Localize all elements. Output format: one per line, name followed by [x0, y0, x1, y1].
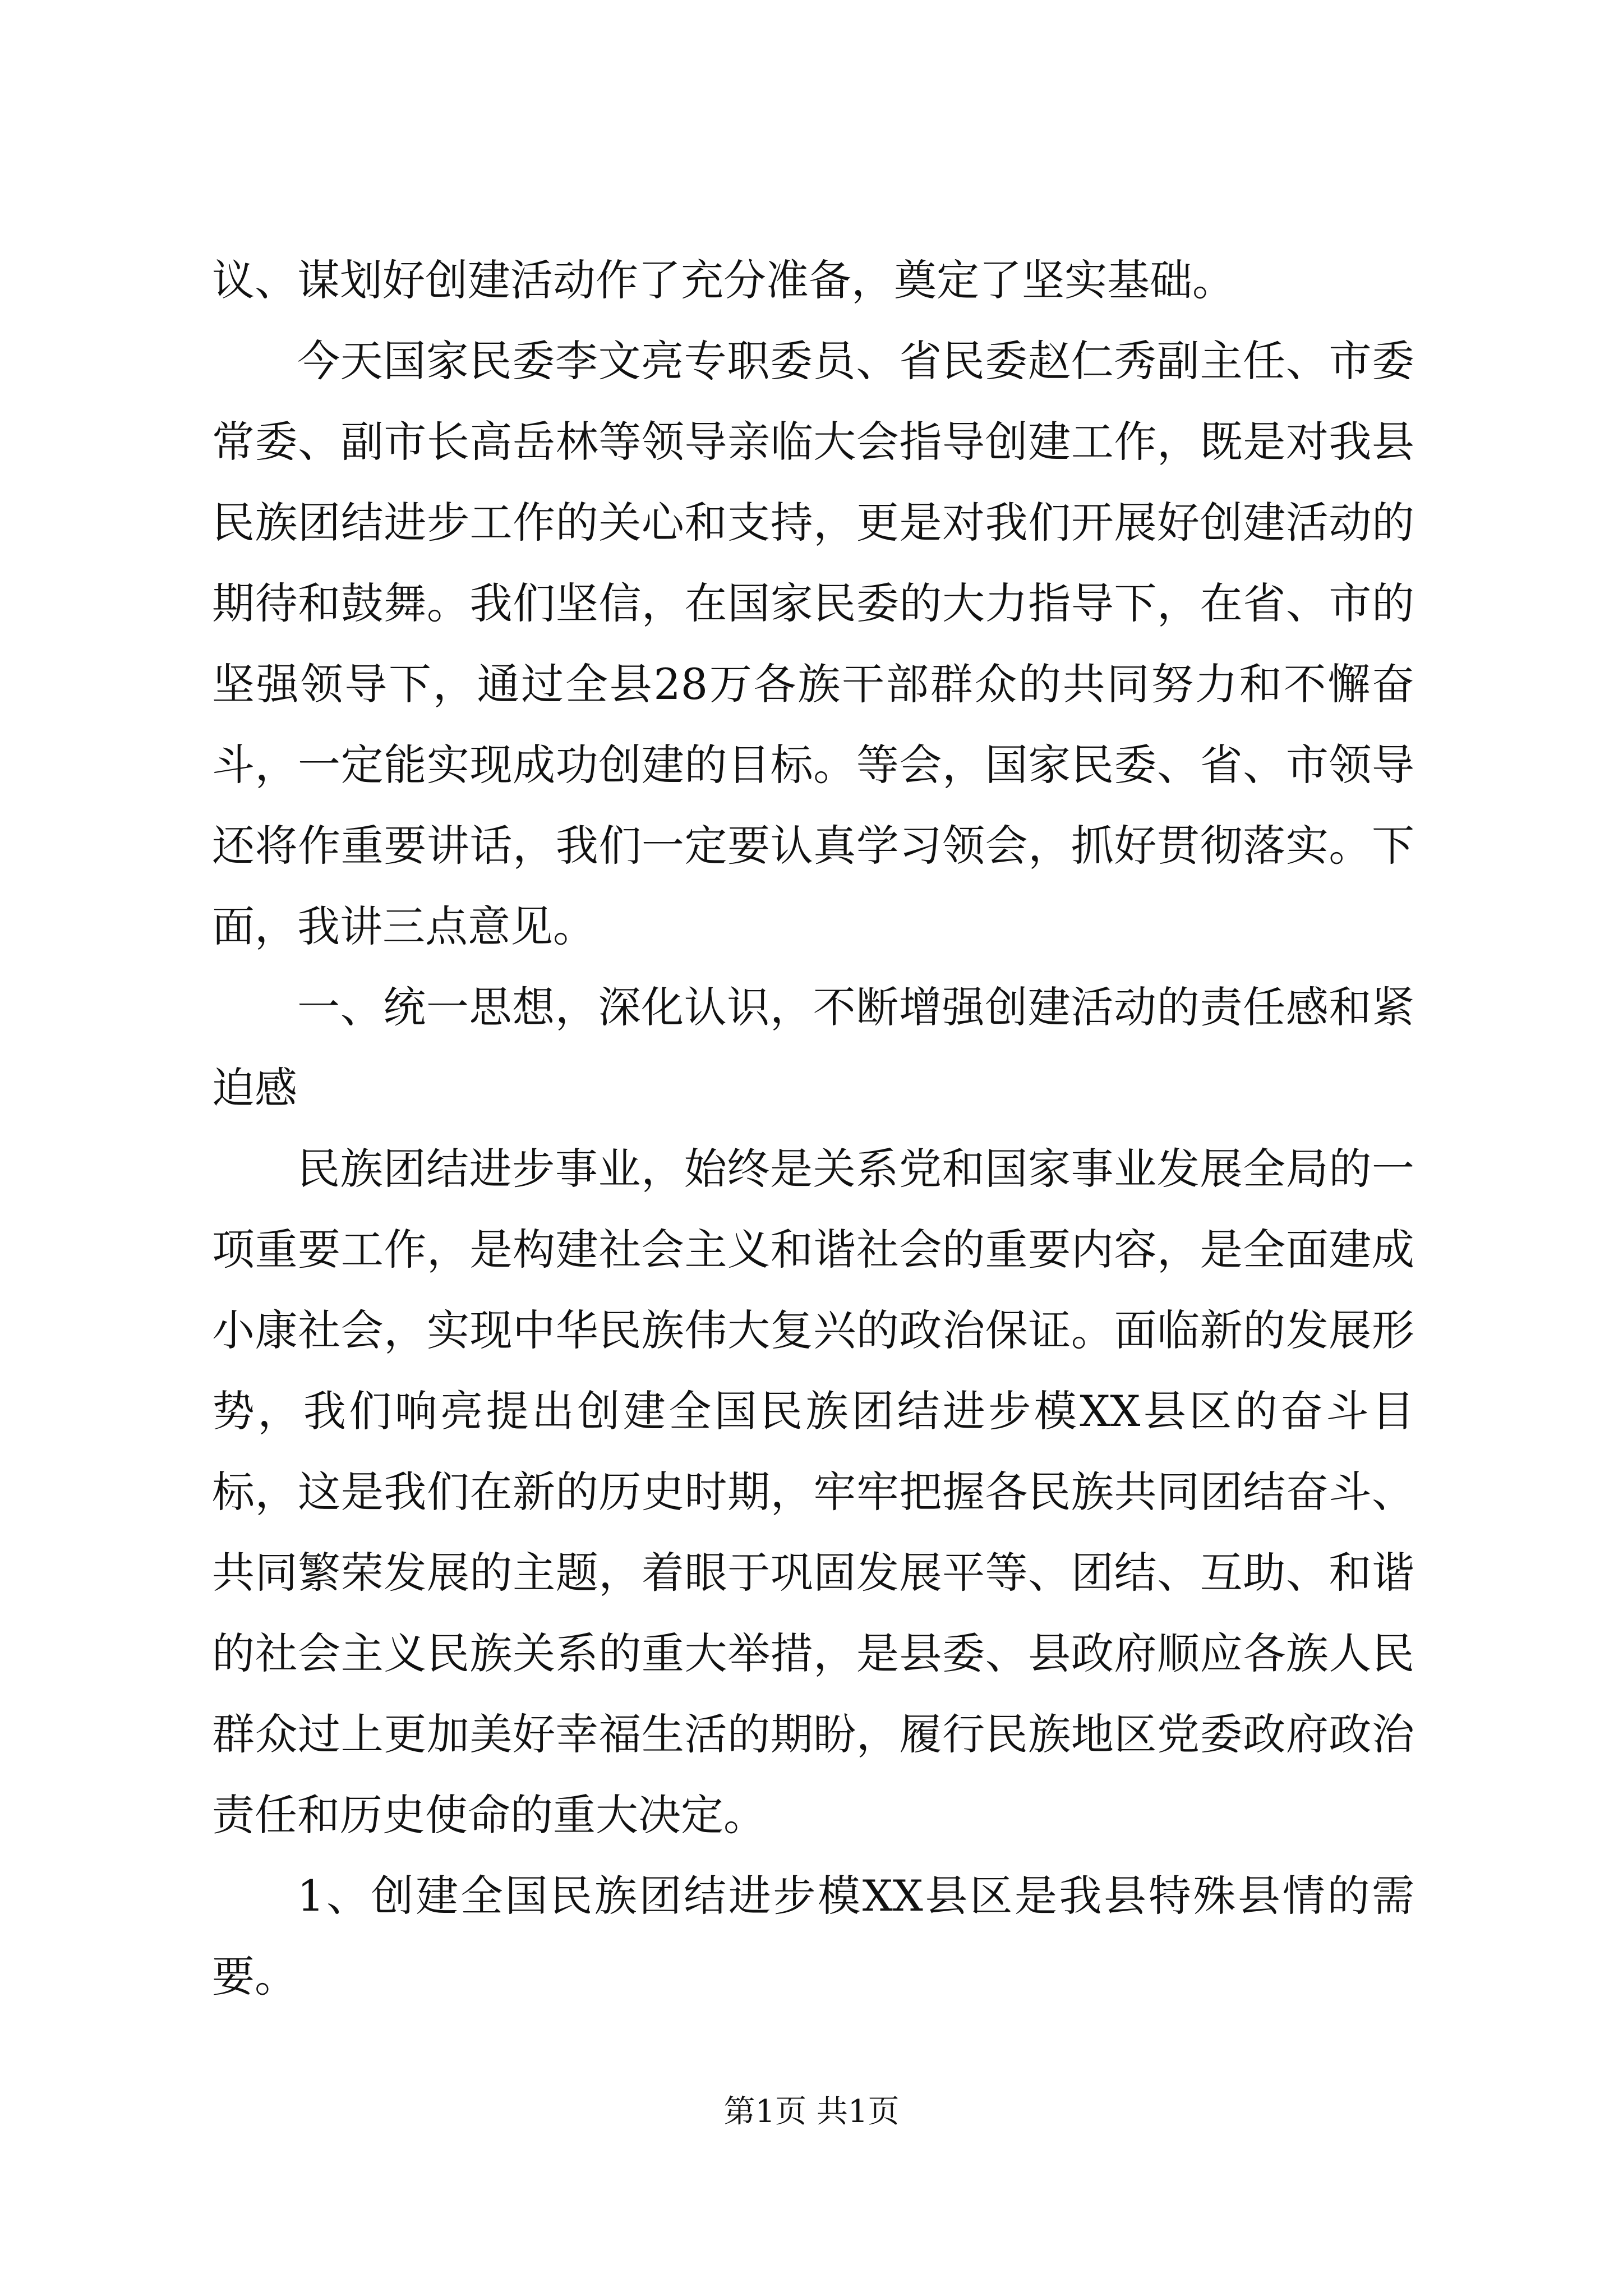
section-heading-1: 一、统一思想，深化认识，不断增强创建活动的责任感和紧迫感 — [212, 982, 1414, 1113]
subsection-heading-1: 1、创建全国民族团结进步模XX县区是我县特殊县情的需要。 — [212, 1871, 1414, 2001]
paragraph-3: 民族团结进步事业，始终是关系党和国家事业发展全局的一项重要工作，是构建社会主义和谐社会的重要内容，是全面建成小康社会，实现中华民族伟大复兴的政治保证。面临新的发展形势，我们响亮提出创建全国民族团结进步模XX县区的奋斗目标，这是我们在新的历史时期，牢牢把握各民族共同团结奋斗、共同繁荣发展的主题，着眼于巩固发展平等、团结、互助、和谐的社会主义民族关系的重大举措，是县委、县政府顺应各族人民群众过上更加美好幸福生活的期盼，履行民族地区党委政府政治责任和历史使命的重大决定。 — [212, 1144, 1414, 1840]
paragraph-1: 议、谋划好创建活动作了充分准备，奠定了坚实基础。 — [212, 255, 1235, 305]
paragraph-2: 今天国家民委李文亮专职委员、省民委赵仁秀副主任、市委常委、副市长高岳林等领导亲临大会指导创建工作，既是对我县民族团结进步工作的关心和支持，更是对我们开展好创建活动的期待和鼓舞。我们坚信，在国家民委的大力指导下，在省、市的坚强领导下，通过全县28万各族干部群众的共同努力和不懈奋斗，一定能实现成功创建的目标。等会，国家民委、省、市领导还将作重要讲话，我们一定要认真学习领会，抓好贯彻落实。下面，我讲三点意见。 — [212, 336, 1414, 951]
page-footer: 第1页 共1页 — [723, 2093, 900, 2130]
document-body — [212, 240, 1414, 2017]
